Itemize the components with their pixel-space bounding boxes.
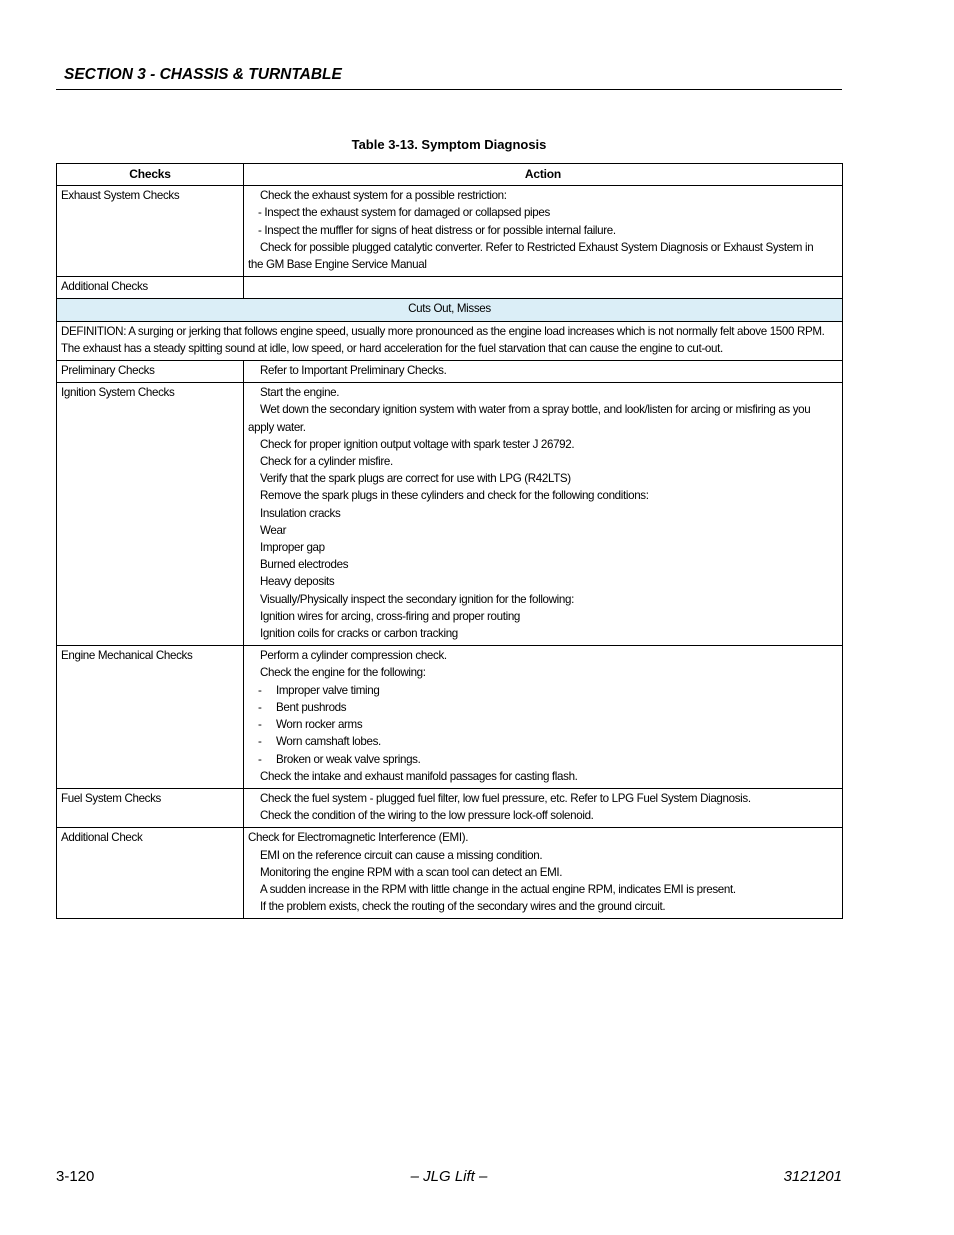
action-cell	[244, 383, 843, 646]
action-line: If the problem exists, check the routing of the secondary wires and the ground circuit.	[260, 900, 666, 914]
action-line: Check for a cylinder misfire.	[260, 455, 393, 469]
action-line: the GM Base Engine Service Manual	[248, 258, 427, 272]
action-line: Verify that the spark plugs are correct for use with LPG (R42LTS)	[260, 472, 571, 486]
table-row-ignition	[57, 383, 843, 646]
document-number: 3121201	[783, 1168, 842, 1185]
list-item	[248, 699, 838, 716]
check-label: Fuel System Checks	[57, 788, 244, 827]
action-cell	[244, 788, 843, 827]
list-item	[248, 716, 838, 733]
dash-bullet: -	[258, 735, 262, 749]
check-label: Preliminary Checks	[57, 361, 244, 383]
action-line: Wet down the secondary ignition system with water from a spray bottle, and look/listen for arcing or misfiring as you	[260, 403, 811, 417]
page-number: 3-120	[56, 1168, 95, 1185]
check-label: Additional Checks	[57, 277, 244, 299]
action-cell	[244, 828, 843, 919]
column-header-checks: Checks	[57, 164, 244, 186]
action-line: Ignition coils for cracks or carbon tracking	[260, 627, 458, 641]
table-header-row	[57, 164, 843, 186]
action-line: Visually/Physically inspect the secondary ignition for the following:	[260, 592, 574, 606]
action-line: Ignition wires for arcing, cross-firing and proper routing	[260, 609, 521, 623]
check-label: Additional Check	[57, 828, 244, 919]
action-line: - Inspect the muffler for signs of heat distress or for possible internal failure.	[258, 223, 616, 237]
list-item-text: Worn camshaft lobes.	[276, 735, 381, 749]
symptom-diagnosis-table	[56, 163, 843, 919]
column-header-action: Action	[244, 164, 843, 186]
action-line: apply water.	[248, 420, 306, 434]
list-item-text: Bent pushrods	[276, 700, 347, 714]
table-row-exhaust	[57, 186, 843, 277]
action-line: Perform a cylinder compression check.	[260, 649, 447, 663]
check-label: Ignition System Checks	[57, 383, 244, 646]
header-rule	[56, 89, 842, 90]
action-line: Check the condition of the wiring to the low pressure lock-off solenoid.	[260, 809, 594, 823]
action-line: Start the engine.	[260, 386, 340, 400]
list-item	[248, 733, 838, 750]
list-item-text: Broken or weak valve springs.	[276, 752, 421, 766]
table-title: Table 3-13. Symptom Diagnosis	[351, 137, 547, 152]
action-line: Improper gap	[260, 541, 325, 555]
action-line: EMI on the reference circuit can cause a missing condition.	[260, 848, 543, 862]
list-item	[248, 682, 838, 699]
action-line: Monitoring the engine RPM with a scan tool can detect an EMI.	[260, 865, 563, 879]
check-label: Exhaust System Checks	[57, 186, 244, 277]
action-line: Heavy deposits	[260, 575, 335, 589]
list-item-text: Improper valve timing	[276, 683, 380, 697]
table-row-definition	[57, 321, 843, 360]
dash-bullet: -	[258, 700, 262, 714]
action-line: Check for possible plugged catalytic converter. Refer to Restricted Exhaust System Diagnosis or Exhaust System in	[260, 240, 814, 254]
action-cell	[244, 361, 843, 383]
action-line: Check the intake and exhaust manifold passages for casting flash.	[260, 769, 578, 783]
check-label: Engine Mechanical Checks	[57, 646, 244, 789]
action-cell	[244, 646, 843, 789]
action-line: Check for proper ignition output voltage with spark tester J 26792.	[260, 437, 575, 451]
dash-bullet: -	[258, 718, 262, 732]
action-cell	[244, 277, 843, 299]
footer-publisher: – JLG Lift –	[410, 1168, 488, 1185]
dash-bullet: -	[258, 752, 262, 766]
dash-bullet: -	[258, 683, 262, 697]
table-row-symptom	[57, 299, 843, 321]
table-row-mechanical	[57, 646, 843, 789]
table-row-additional-check	[57, 828, 843, 919]
action-line: Burned electrodes	[260, 558, 349, 572]
section-title: SECTION 3 - CHASSIS & TURNTABLE	[64, 66, 342, 83]
action-line: A sudden increase in the RPM with little change in the actual engine RPM, indicates EMI is present.	[260, 882, 736, 896]
action-line: Refer to Important Preliminary Checks.	[260, 364, 447, 378]
action-line: Wear	[260, 523, 287, 537]
symptom-heading: Cuts Out, Misses	[57, 299, 843, 321]
action-cell	[244, 186, 843, 277]
action-line: - Inspect the exhaust system for damaged or collapsed pipes	[258, 206, 550, 220]
action-line: Check for Electromagnetic Interference (EMI).	[248, 831, 469, 845]
list-item	[248, 751, 838, 768]
action-line: Remove the spark plugs in these cylinders and check for the following conditions:	[260, 489, 649, 503]
table-row-preliminary	[57, 361, 843, 383]
action-line: Check the fuel system - plugged fuel filter, low fuel pressure, etc. Refer to LPG Fuel System Diagnosis.	[260, 791, 751, 805]
table-row-fuel	[57, 788, 843, 827]
symptom-definition: DEFINITION: A surging or jerking that follows engine speed, usually more pronounced as the engine load increases which is not normally felt above 1500 RPM. The exhaust has a steady spitting sound at idle, low speed, or hard acceleration for the fuel starvation that can cause the engine to cut-out.	[57, 321, 843, 360]
action-line: Insulation cracks	[260, 506, 341, 520]
action-line: Check the engine for the following:	[260, 666, 426, 680]
table-row-additional-checks	[57, 277, 843, 299]
action-line: Check the exhaust system for a possible restriction:	[260, 189, 507, 203]
list-item-text: Worn rocker arms	[276, 718, 363, 732]
